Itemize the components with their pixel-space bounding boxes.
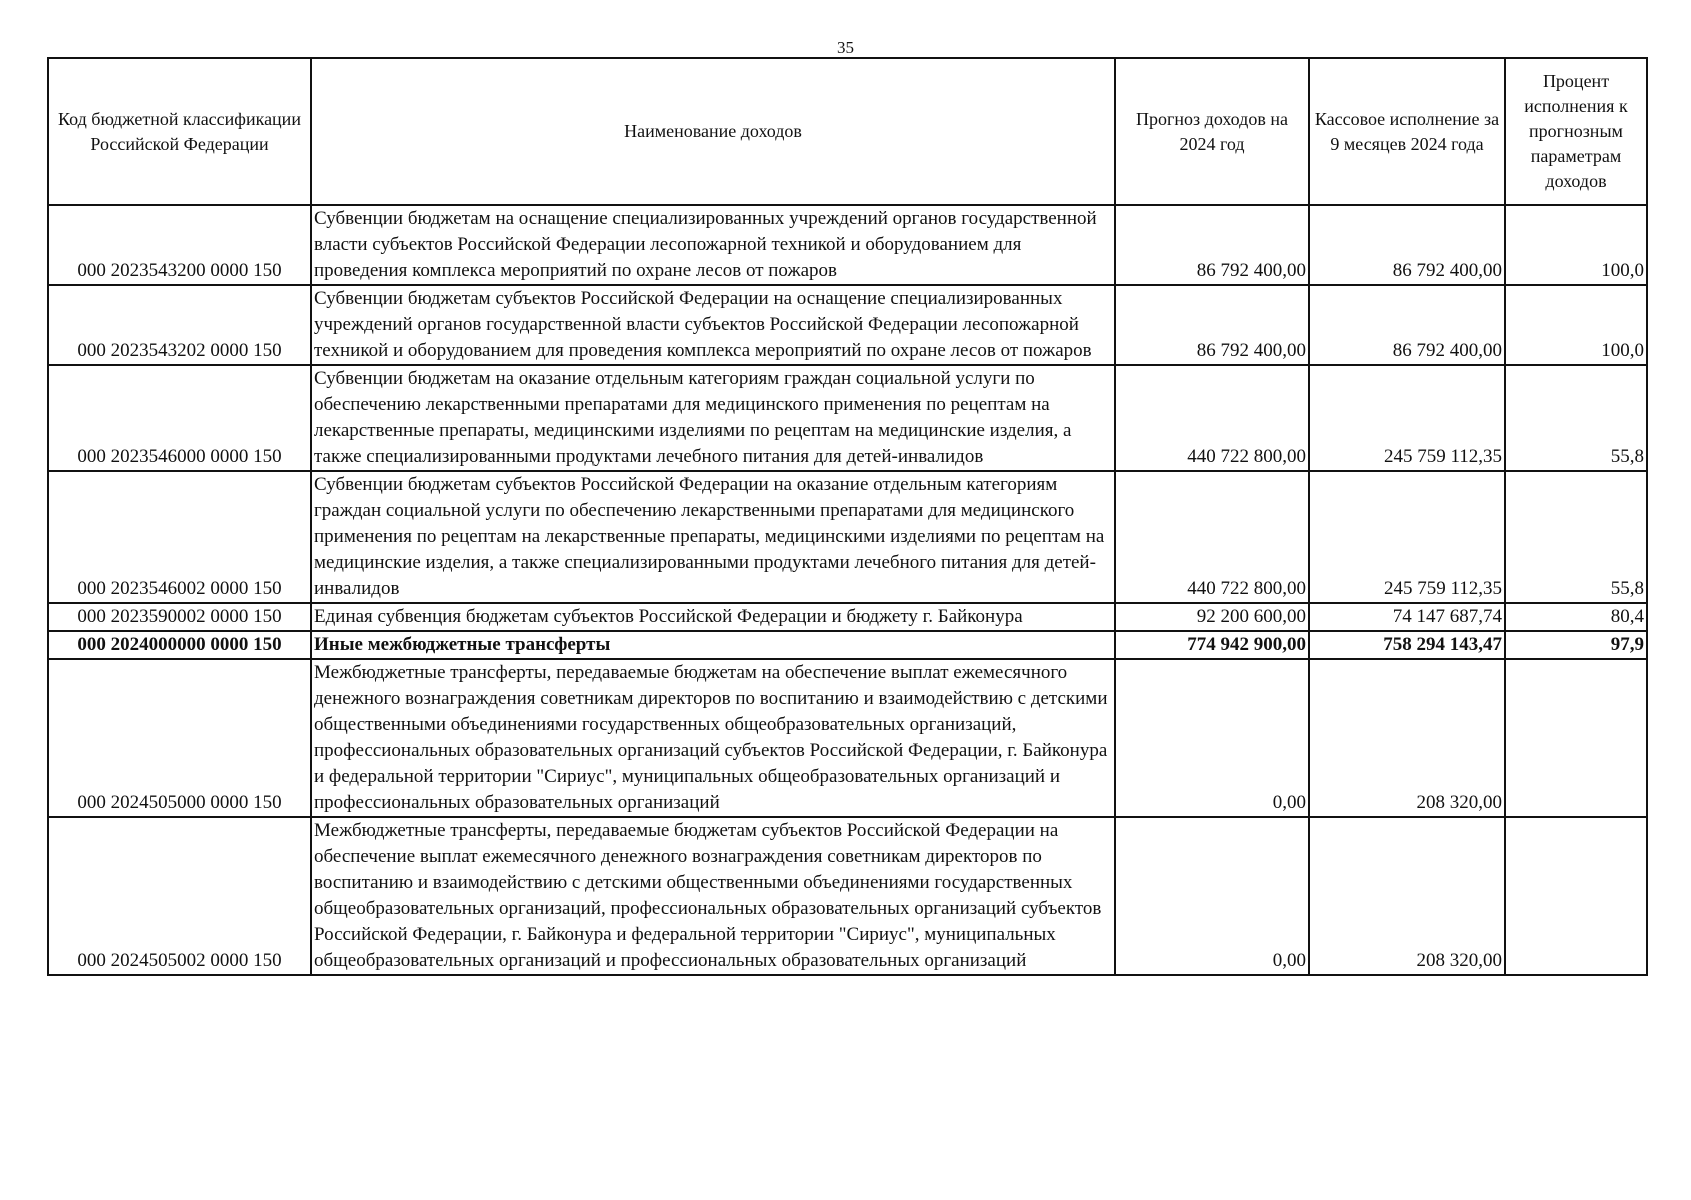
row-forecast: 440 722 800,00: [1115, 365, 1309, 471]
row-percent: 80,4: [1505, 603, 1647, 631]
table-row-total: [48, 631, 1647, 659]
table-header-row: [48, 58, 1647, 205]
row-cash: 74 147 687,74: [1309, 603, 1505, 631]
header-percent: Процент исполнения к прогнозным параметрам доходов: [1505, 58, 1647, 205]
row-name: Субвенции бюджетам на оснащение специализированных учреждений органов государственной власти субъектов Российской Федерации лесопожарной техникой и оборудованием для проведения комплекса мероприятий по охране лесов от пожаров: [311, 205, 1115, 285]
row-code: 000 2023543202 0000 150: [48, 285, 311, 365]
row-name: Межбюджетные трансферты, передаваемые бюджетам на обеспечение выплат ежемесячного денежного вознаграждения советникам директоров по воспитанию и взаимодействию с детскими общественными объединениями государственных общеобразовательных организаций, профессиональных образовательных организаций субъектов Российской Федерации, г. Байконура и федеральной территории "Сириус", муниципальных общеобразовательных организаций и профессиональных образовательных организаций: [311, 659, 1115, 817]
row-name: Иные межбюджетные трансферты: [311, 631, 1115, 659]
row-name: Межбюджетные трансферты, передаваемые бюджетам субъектов Российской Федерации на обеспечение выплат ежемесячного денежного вознаграждения советникам директоров по воспитанию и взаимодействию с детскими общественными объединениями государственных общеобразовательных организаций, профессиональных образовательных организаций субъектов Российской Федерации, г. Байконура и федеральной территории "Сириус", муниципальных общеобразовательных организаций и профессиональных образовательных организаций: [311, 817, 1115, 975]
row-forecast: 0,00: [1115, 659, 1309, 817]
table-row: [48, 817, 1647, 975]
row-percent: [1505, 659, 1647, 817]
table-row: [48, 285, 1647, 365]
row-code: 000 2023546000 0000 150: [48, 365, 311, 471]
row-percent: 55,8: [1505, 365, 1647, 471]
row-percent: 100,0: [1505, 285, 1647, 365]
row-cash: 208 320,00: [1309, 817, 1505, 975]
row-code: 000 2024000000 0000 150: [48, 631, 311, 659]
row-cash: 86 792 400,00: [1309, 205, 1505, 285]
row-name: Субвенции бюджетам субъектов Российской Федерации на оказание отдельным категориям граждан социальной услуги по обеспечению лекарственными препаратами для медицинского применения по рецептам на лекарственные препараты, медицинскими изделиями по рецептам на медицинские изделия, а также специализированными продуктами лечебного питания для детей-инвалидов: [311, 471, 1115, 603]
row-code: 000 2024505000 0000 150: [48, 659, 311, 817]
page-number: [0, 38, 1691, 58]
row-forecast: 440 722 800,00: [1115, 471, 1309, 603]
row-code: 000 2023546002 0000 150: [48, 471, 311, 603]
row-code: 000 2023590002 0000 150: [48, 603, 311, 631]
row-cash: 86 792 400,00: [1309, 285, 1505, 365]
row-cash: 208 320,00: [1309, 659, 1505, 817]
table-row: [48, 205, 1647, 285]
row-forecast: 86 792 400,00: [1115, 285, 1309, 365]
row-percent: 97,9: [1505, 631, 1647, 659]
row-forecast: 86 792 400,00: [1115, 205, 1309, 285]
table-row: [48, 471, 1647, 603]
row-forecast: 774 942 900,00: [1115, 631, 1309, 659]
income-table: [47, 57, 1648, 976]
row-percent: 55,8: [1505, 471, 1647, 603]
row-forecast: 0,00: [1115, 817, 1309, 975]
header-code: Код бюджетной классификации Российской Федерации: [48, 58, 311, 205]
row-cash: 245 759 112,35: [1309, 365, 1505, 471]
table-row: [48, 603, 1647, 631]
row-percent: [1505, 817, 1647, 975]
row-name: Субвенции бюджетам на оказание отдельным категориям граждан социальной услуги по обеспечению лекарственными препаратами для медицинского применения по рецептам на лекарственные препараты, медицинскими изделиями по рецептам на медицинские изделия, а также специализированными продуктами лечебного питания для детей-инвалидов: [311, 365, 1115, 471]
header-cash: Кассовое исполнение за 9 месяцев 2024 года: [1309, 58, 1505, 205]
row-code: 000 2023543200 0000 150: [48, 205, 311, 285]
row-code: 000 2024505002 0000 150: [48, 817, 311, 975]
row-cash: 245 759 112,35: [1309, 471, 1505, 603]
table-row: [48, 365, 1647, 471]
row-percent: 100,0: [1505, 205, 1647, 285]
table-row: [48, 659, 1647, 817]
header-name: Наименование доходов: [311, 58, 1115, 205]
row-name: Единая субвенция бюджетам субъектов Российской Федерации и бюджету г. Байконура: [311, 603, 1115, 631]
row-forecast: 92 200 600,00: [1115, 603, 1309, 631]
row-cash: 758 294 143,47: [1309, 631, 1505, 659]
page-number-text: 35: [837, 38, 854, 57]
header-forecast: Прогноз доходов на 2024 год: [1115, 58, 1309, 205]
row-name: Субвенции бюджетам субъектов Российской Федерации на оснащение специализированных учреждений органов государственной власти субъектов Российской Федерации лесопожарной техникой и оборудованием для проведения комплекса мероприятий по охране лесов от пожаров: [311, 285, 1115, 365]
